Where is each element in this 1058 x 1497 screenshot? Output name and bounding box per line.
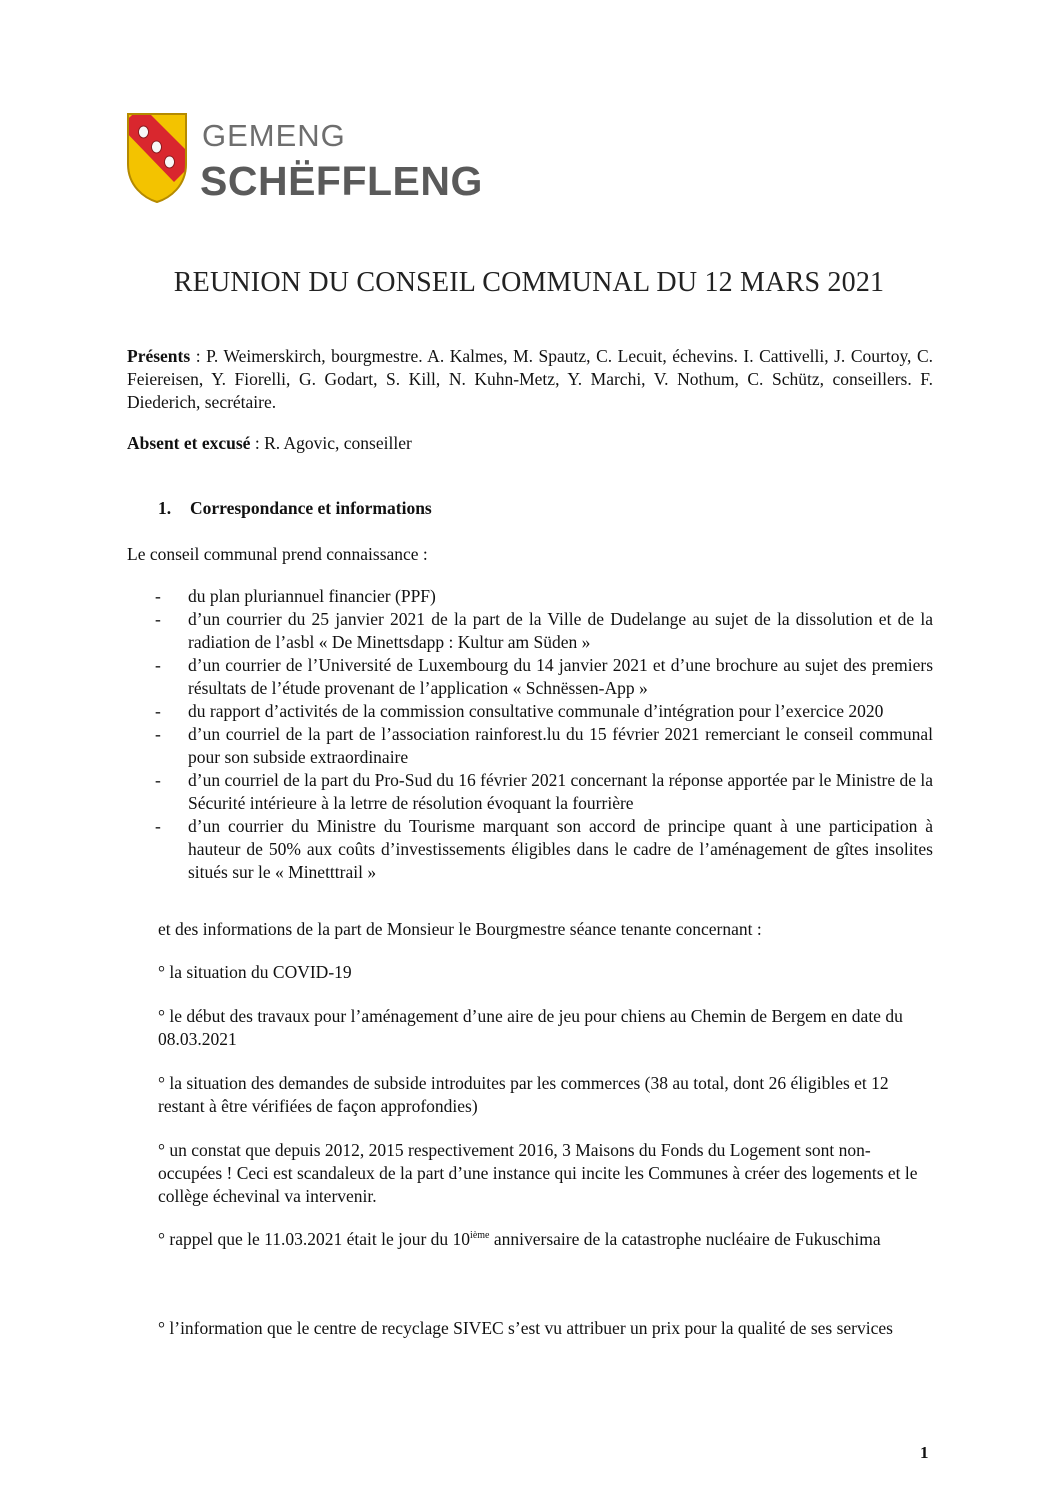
page-title: REUNION DU CONSEIL COMMUNAL DU 12 MARS 2021 bbox=[173, 267, 885, 298]
info-intro: et des informations de la part de Monsieur le Bourgmestre séance tenante concernant : bbox=[158, 919, 762, 939]
list-item: - d’un courrier du Ministre du Tourisme marquant son accord de principe quant à une participation à hauteur de 50% aux coûts d’investissements éligibles dans le cadre de l’aménagement de gîtes insolites situés sur le « Minetttrail » bbox=[155, 815, 933, 884]
info-item: ° un constat que depuis 2012, 2015 respectivement 2016, 3 Maisons du Fonds du Logement sont non-occupées ! Ceci est scandaleux de la part d’une instance qui incite les Communes à créer des logements et le collège échevinal va intervenir. bbox=[158, 1140, 918, 1206]
list-item: - d’un courrier du 25 janvier 2021 de la part de la Ville de Dudelange au sujet de la dissolution et de la radiation de l’asbl « De Minettsdapp : Kultur am Süden » bbox=[155, 608, 933, 654]
list-item: - d’un courriel de la part de l’association rainforest.lu du 15 février 2021 remerciant le conseil communal pour son subside extraordinaire bbox=[155, 723, 933, 769]
attendees-absent bbox=[127, 432, 933, 455]
info-item: ° la situation des demandes de subside introduites par les commerces (38 au total, dont 26 éligibles et 12 restant à être vérifiées de façon approfondies) bbox=[158, 1073, 889, 1116]
info-anniv-sup: ième bbox=[470, 1230, 490, 1242]
list-item: - d’un courrier de l’Université de Luxembourg du 14 janvier 2021 et d’une brochure au sujet des premiers résultats de l’étude provenant de l’application « Schnëssen-App » bbox=[155, 654, 933, 700]
section-heading bbox=[158, 498, 432, 519]
section-title: Correspondance et informations bbox=[190, 498, 432, 518]
info-item: ° la situation du COVID-19 bbox=[158, 962, 352, 982]
list-item: - du plan pluriannuel financier (PPF) bbox=[155, 585, 933, 608]
info-anniv-before: ° rappel que le 11.03.2021 était le jour du 10 bbox=[158, 1229, 471, 1249]
absent-list: : R. Agovic, conseiller bbox=[250, 433, 412, 453]
attendees-present bbox=[127, 345, 933, 414]
logo-text-scheffleng: SCHËFFLENG bbox=[200, 158, 483, 204]
section-number: 1. bbox=[158, 498, 172, 518]
present-label: Présents bbox=[127, 346, 191, 366]
logo-text-gemeng: GEMENG bbox=[202, 118, 346, 153]
info-item: ° l’information que le centre de recyclage SIVEC s’est vu attribuer un prix pour la qualité de ses services bbox=[158, 1318, 893, 1338]
correspondence-list bbox=[155, 585, 933, 884]
list-item: - du rapport d’activités de la commission consultative communale d’intégration pour l’exercice 2020 bbox=[155, 700, 933, 723]
present-list: : P. Weimerskirch, bourgmestre. A. Kalmes, M. Spautz, C. Lecuit, échevins. I. Cattivelli, J. Courtoy, C. Feiereisen, Y. Fiorelli, G. Godart, S. Kill, N. Kuhn-Metz, Y. Marchi, V. Nothum, C. Schütz, conseillers. F. Diederich, secrétaire. bbox=[127, 346, 933, 412]
absent-label: Absent et excusé bbox=[127, 433, 251, 453]
list-item: - d’un courriel de la part du Pro-Sud du 16 février 2021 concernant la réponse apportée par le Ministre de la Sécurité intérieure à la letrre de résolution évoquant la fourrière bbox=[155, 769, 933, 815]
info-anniv-after: anniversaire de la catastrophe nucléaire de Fukuschima bbox=[489, 1229, 881, 1249]
section-intro: Le conseil communal prend connaissance : bbox=[127, 544, 428, 564]
info-item: ° le début des travaux pour l’aménagement d’une aire de jeu pour chiens au Chemin de Bergem en date du 08.03.2021 bbox=[158, 1006, 903, 1049]
municipality-logo bbox=[126, 112, 483, 208]
page-number: 1 bbox=[920, 1443, 929, 1462]
coat-of-arms-icon bbox=[126, 112, 188, 204]
info-item-anniversary bbox=[158, 1228, 918, 1251]
